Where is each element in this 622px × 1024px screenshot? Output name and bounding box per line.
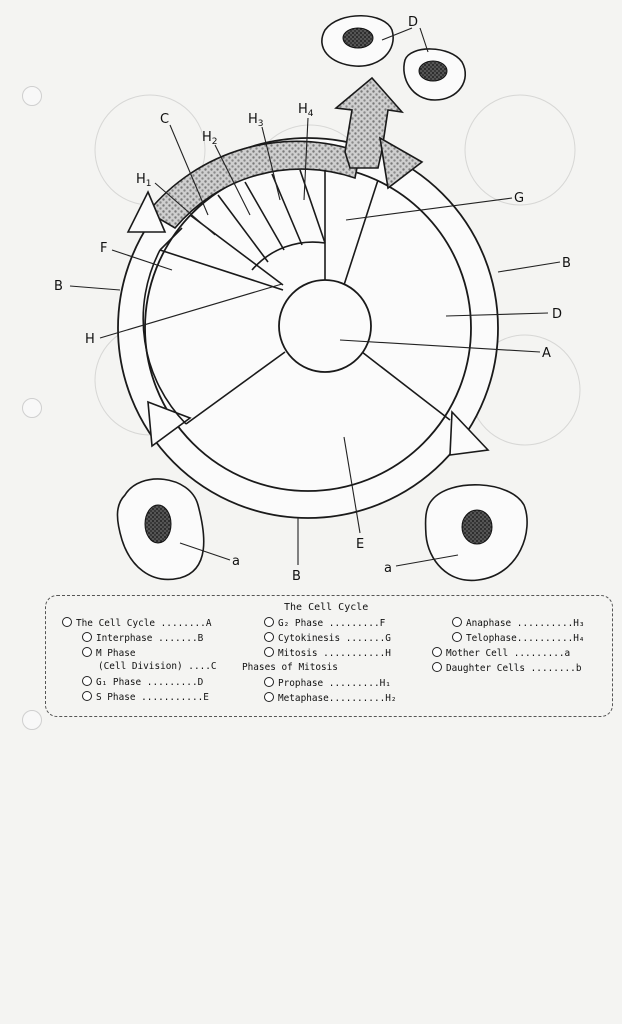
label-D-right: D xyxy=(552,307,563,322)
label-D-top: D xyxy=(408,15,419,30)
key-item-mother-cell: Mother Cell .........a xyxy=(432,647,570,659)
label-H4: $H_4$ xyxy=(298,102,314,119)
label-H2: $H_2$ xyxy=(202,130,218,147)
key-item-g2-phase: G₂ Phase .........F xyxy=(264,617,385,629)
key-item-cell-cycle: The Cell Cycle ........A xyxy=(62,617,211,629)
daughter-cell-top-left xyxy=(322,16,393,66)
key-checkbox[interactable] xyxy=(82,676,92,686)
key-item-interphase: Interphase .......B xyxy=(82,632,203,644)
label-B-left: B xyxy=(54,279,63,294)
label-B-right: B xyxy=(562,256,571,271)
key-checkbox[interactable] xyxy=(452,617,462,627)
key-checkbox[interactable] xyxy=(452,632,462,642)
key-checkbox[interactable] xyxy=(264,692,274,702)
label-a-left: a xyxy=(232,554,240,569)
key-item-mitosis: Mitosis ...........H xyxy=(264,647,391,659)
key-checkbox[interactable] xyxy=(82,647,92,657)
key-checkbox[interactable] xyxy=(264,632,274,642)
key-title: The Cell Cycle xyxy=(284,602,369,613)
key-item-m-phase: M Phase xyxy=(82,647,136,659)
key-checkbox[interactable] xyxy=(82,632,92,642)
key-item-cell-division: (Cell Division) ....C xyxy=(98,661,217,672)
key-item-telophase: Telophase..........H₄ xyxy=(452,632,585,644)
key-item-prophase: Prophase .........H₁ xyxy=(264,677,391,689)
key-checkbox[interactable] xyxy=(432,662,442,672)
key-item-g1-phase: G₁ Phase .........D xyxy=(82,676,203,688)
key-item-metaphase: Metaphase..........H₂ xyxy=(264,692,397,704)
key-checkbox[interactable] xyxy=(82,691,92,701)
center-circle xyxy=(279,280,371,372)
key-checkbox[interactable] xyxy=(432,647,442,657)
daughter-cell-top-right xyxy=(404,49,465,100)
label-B-bottom: B xyxy=(292,569,301,584)
label-H1: $H_1$ xyxy=(136,172,152,189)
key-item-cytokinesis: Cytokinesis .......G xyxy=(264,632,391,644)
label-C: C xyxy=(160,112,170,127)
key-checkbox[interactable] xyxy=(62,617,72,627)
key-checkbox[interactable] xyxy=(264,647,274,657)
key-item-daughter-cells: Daughter Cells ........b xyxy=(432,662,581,674)
key-item-s-phase: S Phase ...........E xyxy=(82,691,209,703)
mother-cell-right xyxy=(426,485,528,581)
label-H3: $H_3$ xyxy=(248,112,264,129)
label-A: A xyxy=(542,346,551,361)
label-G: G xyxy=(514,191,525,206)
key-subtitle: Phases of Mitosis xyxy=(242,662,338,673)
key-checkbox[interactable] xyxy=(264,677,274,687)
label-a-right: a xyxy=(384,561,392,576)
label-F: F xyxy=(100,241,108,256)
label-E: E xyxy=(356,537,365,552)
binder-hole-bottom xyxy=(22,710,42,730)
label-H: H xyxy=(85,332,95,347)
mother-cell-left xyxy=(117,479,203,579)
key-checkbox[interactable] xyxy=(264,617,274,627)
coloring-key xyxy=(45,595,613,717)
key-item-anaphase: Anaphase ..........H₃ xyxy=(452,617,585,629)
